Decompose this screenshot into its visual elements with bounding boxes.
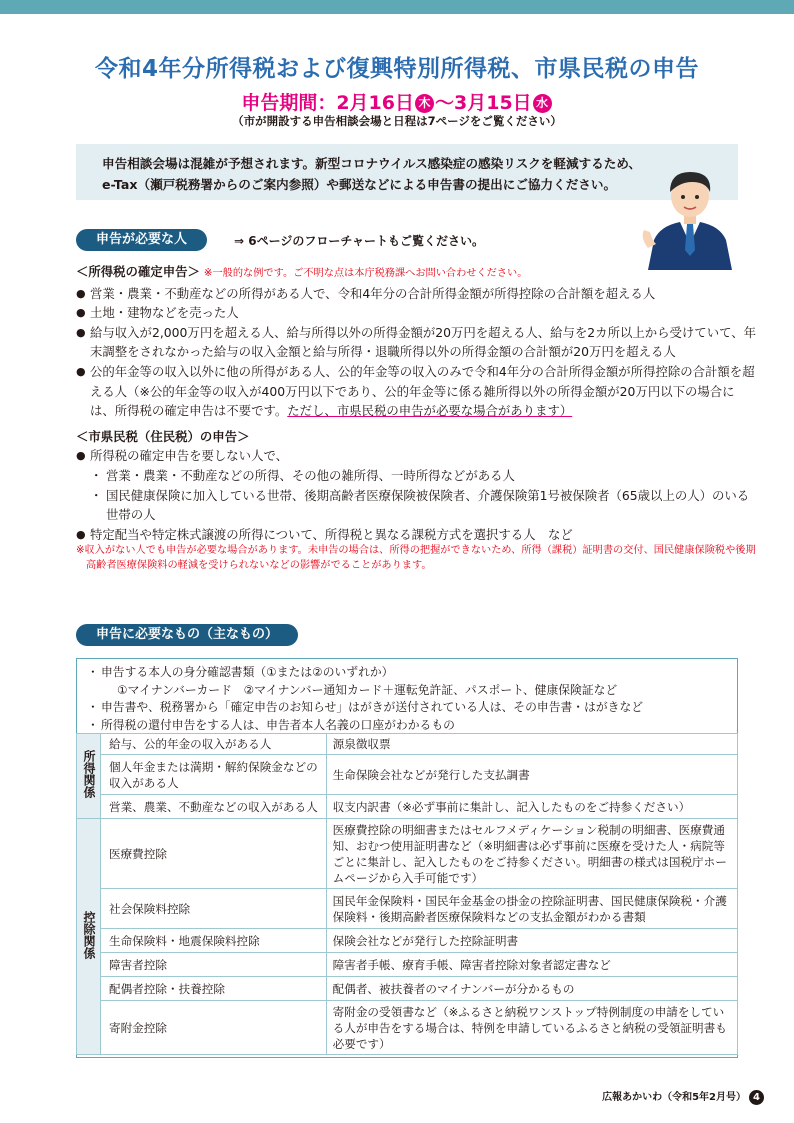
list-item-sub: ①マイナンバーカード ②マイナンバー通知カード＋運転免許証、パスポート、健康保険証など: [117, 682, 618, 697]
flowchart-note: ⇒ 6ページのフローチャートもご覧ください。: [234, 234, 484, 248]
table-cell-label: 営業、農業、不動産などの収入がある人: [100, 795, 326, 819]
required-items-box: [76, 658, 738, 1058]
table-cell-value: 障害者手帳、療育手帳、障害者控除対象者認定書など: [326, 953, 737, 977]
table-row: [77, 977, 738, 1001]
page-footer: [602, 1088, 764, 1105]
category-income: [77, 734, 101, 819]
footer-text: 広報あかいわ（令和5年2月号）: [602, 1092, 746, 1103]
income-tax-heading-text: ＜所得税の確定申告＞: [76, 264, 200, 279]
table-row: [77, 889, 738, 929]
top-color-bar: [0, 0, 794, 14]
category-deduction-label: 控除関係: [81, 910, 96, 959]
table-row: [77, 819, 738, 889]
resident-tax-heading: ＜市県民税（住民税）の申告＞: [76, 428, 250, 444]
table-cell-value: 寄附金の受領書など（※ふるさと納税ワンストップ特例制度の申請をしている人が申告をする場合は、特例を申請しているふるさと納税の受領証明書も必要です）: [326, 1001, 737, 1055]
table-cell-label: 寄附金控除: [100, 1001, 326, 1055]
alert-line-2: e-Tax（瀬戸税務署からのご案内参照）や郵送などによる申告書の提出にご協力ください。: [102, 177, 617, 192]
filing-period: [0, 88, 794, 115]
table-cell-value: 医療費控除の明細書またはセルフメディケーション税制の明細書、医療費通知、おむつ使用証明書など（※明細書は必ず事前に医療を受けた人・病院等ごとに集計し、記入したものをご持参ください。明細書の様式は国税庁ホームページから入手可能です）: [326, 819, 737, 889]
businessman-illustration: [640, 160, 740, 270]
income-tax-red-note: ※一般的な例です。ご不明な点は本庁税務課へお問い合わせください。: [203, 268, 528, 279]
table-cell-value: 生命保険会社などが発行した支払調書: [326, 755, 737, 795]
table-cell-value: 保険会社などが発行した控除証明書: [326, 929, 737, 953]
documents-table: [76, 733, 738, 1055]
list-item: ● 所得税の確定申告を要しない人で、: [76, 446, 756, 466]
table-cell-label: 生命保険料・地震保険料控除: [100, 929, 326, 953]
table-cell-value: 源泉徴収票: [326, 734, 737, 755]
period-mid: ～3月15日: [435, 92, 532, 114]
income-tax-heading: [76, 262, 756, 284]
table-cell-label: 障害者控除: [100, 953, 326, 977]
list-item: ● 土地・建物などを売った人: [76, 303, 756, 323]
table-cell-label: 個人年金または満期・解約保険金などの収入がある人: [100, 755, 326, 795]
table-cell-value: 国民年金保険料・国民年金基金の掛金の控除証明書、国民健康保険税・介護保険料・後期高齢者医療保険料などの支払金額がわかる書類: [326, 889, 737, 929]
list-item: ・ 申告する本人の身分確認書類（①または②のいずれか）: [87, 664, 737, 682]
underlined-note: ただし、市県民税の申告が必要な場合があります）: [287, 403, 573, 419]
required-items-list: [77, 659, 737, 734]
table-row: [77, 953, 738, 977]
category-deduction: [77, 819, 101, 1055]
weekday-badge-thu: 木: [415, 94, 434, 113]
list-item: [76, 362, 756, 421]
footnote: ※収入がない人でも申告が必要な場合があります。未申告の場合は、所得の把握ができないため、所得（課税）証明書の交付、国民健康保険税や後期高齢者医療保険料の軽減を受けられないなどの影響がでることがあります。: [76, 545, 756, 571]
table-cell-label: 医療費控除: [100, 819, 326, 889]
list-item-text: 公的年金等の収入以外に他の所得がある人、公的年金等の収入のみで令和4年分の合計所得金額が所得控除の合計額を超える人（※公的年金等の収入が400万円以下であり、公的年金等に係る雑所得以外の所得金額が20万円以下の場合には、所得税の確定申告は不要です。: [90, 363, 755, 419]
page-number: 4: [749, 1090, 764, 1105]
table-cell-label: 給与、公的年金の収入がある人: [100, 734, 326, 755]
table-row: [77, 734, 738, 755]
list-item: ● 特定配当や特定株式譲渡の所得について、所得税と異なる課税方式を選択する人 など: [76, 525, 756, 545]
table-cell-label: 配偶者控除・扶養控除: [100, 977, 326, 1001]
weekday-badge-wed: 水: [533, 94, 552, 113]
list-item: ・ 申告書や、税務署から「確定申告のお知らせ」はがきが送付されている人は、その申告書・はがきなど: [87, 699, 737, 717]
period-note: （市が開設する申告相談会場と日程は7ページをご覧ください）: [232, 114, 562, 128]
sub-list-item: ・ 営業・農業・不動産などの所得、その他の雑所得、一時所得などがある人: [76, 466, 756, 486]
sub-list-item: ・ 国民健康保険に加入している世帯、後期高齢者医療保険被保険者、介護保険第1号被保険者（65歳以上の人）のいる世帯の人: [76, 486, 756, 525]
table-cell-value: 収支内訳書（※必ず事前に集計し、記入したものをご持参ください）: [326, 795, 737, 819]
table-cell-label: 社会保険料控除: [100, 889, 326, 929]
list-item: ・ 所得税の還付申告をする人は、申告者本人名義の口座がわかるもの: [87, 717, 737, 735]
table-row: [77, 1001, 738, 1055]
list-item: ● 給与収入が2,000万円を超える人、給与所得以外の所得金額が20万円を超える人、給与を2カ所以上から受けていて、年末調整をされなかった給与の収入金額と給与所得・退職所得以外の所得金額の合計額が20万円を超える人: [76, 323, 756, 362]
table-row: [77, 755, 738, 795]
page-title: 令和4年分所得税および復興特別所得税、市県民税の申告: [94, 56, 699, 82]
table-cell-value: 配偶者、被扶養者のマイナンバーが分かるもの: [326, 977, 737, 1001]
section-required-people-pill: 申告が必要な人: [76, 229, 207, 251]
category-income-label: 所得関係: [81, 750, 96, 798]
table-row: [77, 929, 738, 953]
section-required-items-pill: 申告に必要なもの（主なもの）: [76, 624, 298, 646]
period-label: 申告期間：2月16日: [241, 92, 414, 114]
alert-line-1: 申告相談会場は混雑が予想されます。新型コロナウイルス感染症の感染リスクを軽減するため、: [102, 156, 642, 171]
table-row: [77, 795, 738, 819]
list-item: ● 営業・農業・不動産などの所得がある人で、令和4年分の合計所得金額が所得控除の合計額を超える人: [76, 284, 756, 304]
required-people-section: [76, 262, 756, 573]
alert-box: [76, 144, 738, 200]
